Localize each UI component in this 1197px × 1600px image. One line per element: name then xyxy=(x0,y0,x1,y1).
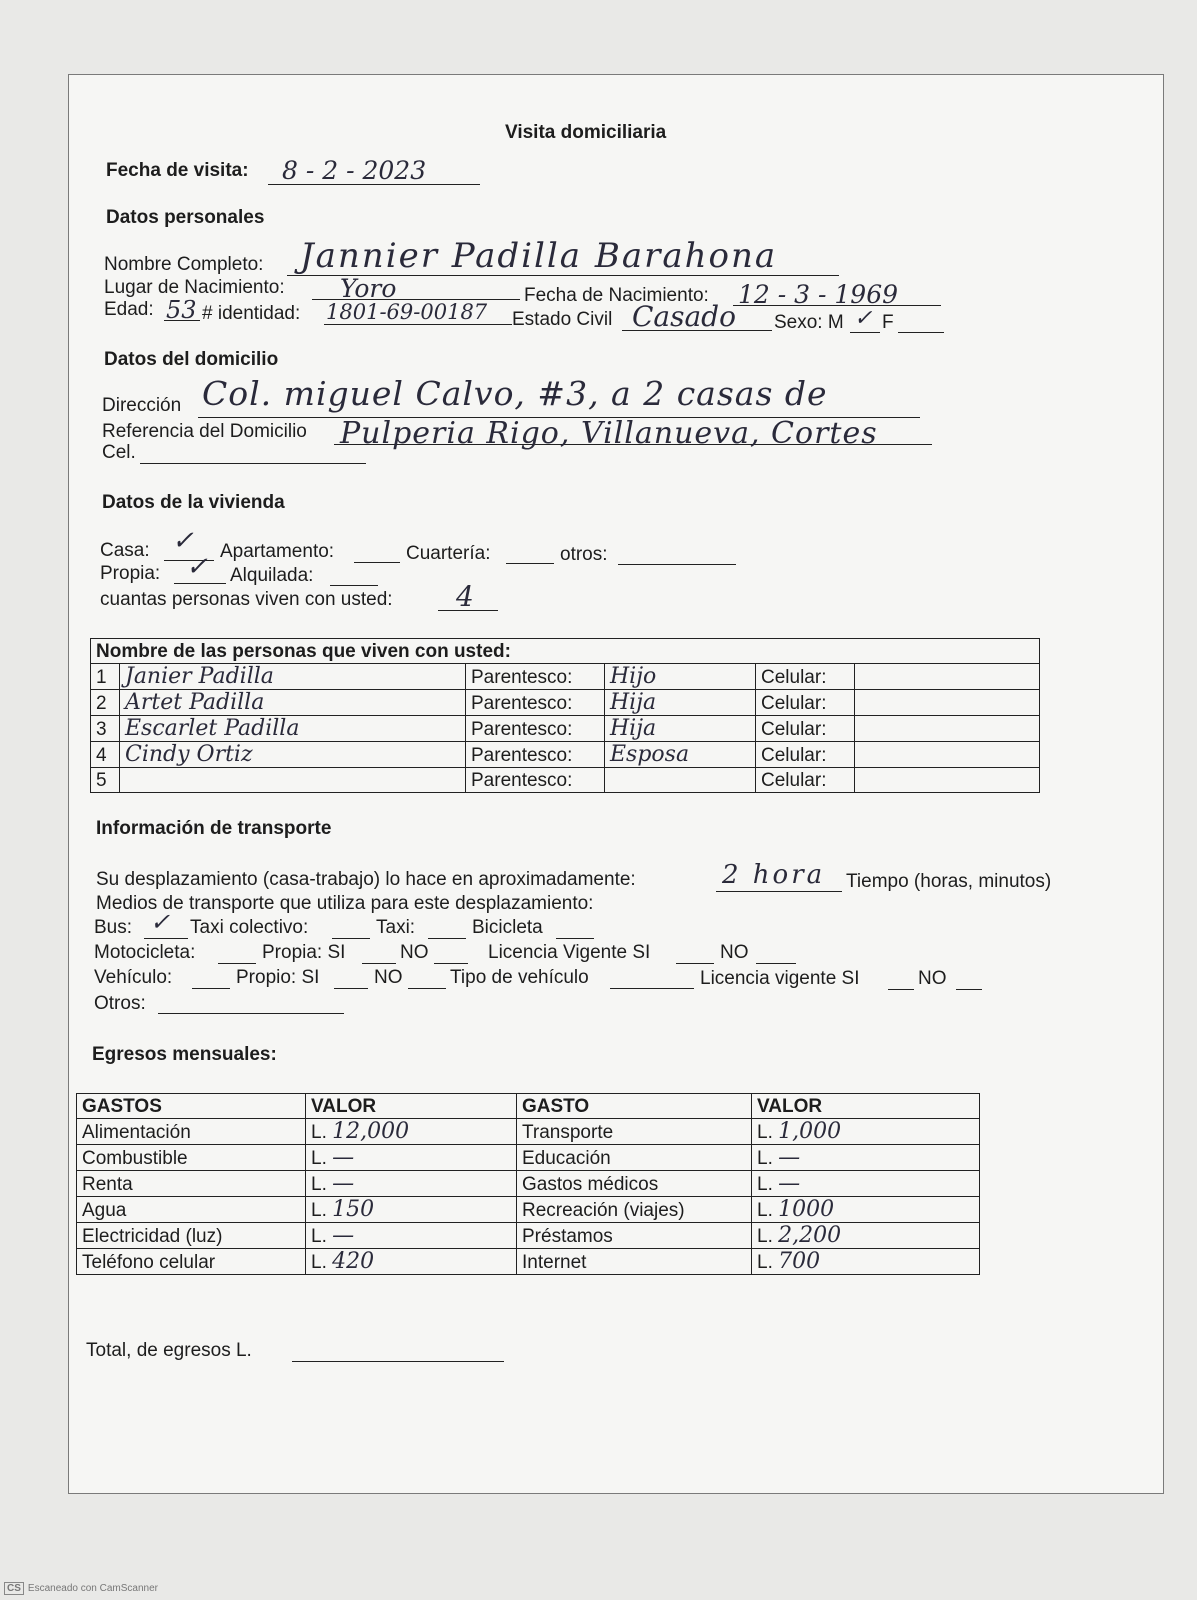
casa-label: Casa: xyxy=(100,540,150,561)
direccion-value: Col. miguel Calvo, #3, a 2 casas de xyxy=(202,374,828,413)
motocicleta-line xyxy=(218,963,256,964)
moto-licencia-si-line xyxy=(676,963,714,964)
currency-label: L. xyxy=(311,1252,327,1273)
gasto-amount: — xyxy=(332,1145,355,1170)
vehiculo-licencia-no-line xyxy=(956,989,982,990)
lugar-label: Lugar de Nacimiento: xyxy=(104,277,285,298)
gasto-name: Préstamos xyxy=(517,1223,752,1249)
gasto-amount: — xyxy=(332,1171,355,1196)
moto-propia-si-line xyxy=(362,963,396,964)
currency-label: L. xyxy=(757,1148,773,1169)
celular-label: Celular: xyxy=(756,716,855,742)
persona-nombre xyxy=(120,768,466,793)
datos-domicilio-heading: Datos del domicilio xyxy=(104,349,279,370)
gasto-amount: — xyxy=(778,1171,801,1196)
persona-num: 3 xyxy=(91,716,120,742)
fecha-visita-value: 8 - 2 - 2023 xyxy=(282,156,427,185)
gasto-value xyxy=(306,1145,517,1171)
alquilada-label: Alquilada: xyxy=(230,565,314,586)
currency-label: L. xyxy=(311,1122,327,1143)
persona-nombre: Janier Padilla xyxy=(120,664,466,690)
vehiculo-label: Vehículo: xyxy=(94,967,173,988)
casa-check: ✓ xyxy=(172,526,194,556)
vehiculo-propio-si-line xyxy=(334,988,368,989)
table-row xyxy=(77,1171,980,1197)
otros-vivienda-line xyxy=(618,564,736,565)
vehiculo-propio-no-line xyxy=(408,988,446,989)
gasto-name: Teléfono celular xyxy=(77,1249,306,1275)
fecha-visita-label: Fecha de visita: xyxy=(106,160,249,181)
total-egresos-label: Total, de egresos L. xyxy=(86,1340,252,1361)
personas-header-row xyxy=(91,639,1040,664)
form-title: Visita domiciliaria xyxy=(505,122,667,143)
persona-nombre: Escarlet Padilla xyxy=(120,716,466,742)
currency-label: L. xyxy=(757,1122,773,1143)
total-egresos-line xyxy=(292,1361,504,1362)
scanner-footer-text: Escaneado con CamScanner xyxy=(27,1583,158,1594)
nombre-value: Jannier Padilla Barahona xyxy=(300,236,778,276)
identidad-line xyxy=(324,324,512,325)
persona-num: 1 xyxy=(91,664,120,690)
persona-parentesco: Hija xyxy=(605,690,756,716)
estado-civil-label: Estado Civil xyxy=(512,309,613,330)
estado-civil-value: Casado xyxy=(632,300,736,333)
gasto-value xyxy=(752,1171,980,1197)
gasto-col-header: GASTO xyxy=(517,1094,752,1119)
celular-label: Celular: xyxy=(756,690,855,716)
referencia-value: Pulperia Rigo, Villanueva, Cortes xyxy=(340,416,878,451)
bicicleta-label: Bicicleta xyxy=(472,917,543,938)
sexo-f-label: F xyxy=(882,312,894,333)
persona-parentesco: Esposa xyxy=(605,742,756,768)
table-row xyxy=(77,1145,980,1171)
currency-label: L. xyxy=(311,1226,327,1247)
parentesco-label: Parentesco: xyxy=(466,742,605,768)
persona-num: 5 xyxy=(91,768,120,793)
persona-nombre: Artet Padilla xyxy=(120,690,466,716)
gasto-name: Alimentación xyxy=(77,1119,306,1145)
moto-propia-no-line xyxy=(434,963,468,964)
currency-label: L. xyxy=(757,1174,773,1195)
table-row xyxy=(91,768,1040,793)
gasto-name: Agua xyxy=(77,1197,306,1223)
gasto-value xyxy=(306,1249,517,1275)
persona-celular xyxy=(855,716,1040,742)
egresos-header-row xyxy=(77,1094,980,1119)
gastos-col-header: GASTOS xyxy=(77,1094,306,1119)
cuantas-value: 4 xyxy=(456,580,474,613)
sexo-f-line xyxy=(898,332,944,333)
currency-label: L. xyxy=(311,1200,327,1221)
table-row xyxy=(91,690,1040,716)
desplazamiento-label: Su desplazamiento (casa-trabajo) lo hace en aproximadamente: xyxy=(96,869,636,890)
propia-check: ✓ xyxy=(186,552,208,582)
gasto-value xyxy=(306,1223,517,1249)
otros-vivienda-label: otros: xyxy=(560,544,608,565)
gasto-value xyxy=(752,1249,980,1275)
medios-label: Medios de transporte que utiliza para este desplazamiento: xyxy=(96,893,594,914)
moto-licencia-no-label: NO xyxy=(720,942,749,963)
otros-transporte-label: Otros: xyxy=(94,993,146,1014)
parentesco-label: Parentesco: xyxy=(466,664,605,690)
vehiculo-line xyxy=(192,988,230,989)
gasto-amount: 12,000 xyxy=(332,1119,410,1144)
propia-line xyxy=(174,583,226,584)
persona-celular xyxy=(855,690,1040,716)
persona-celular xyxy=(855,742,1040,768)
persona-num: 2 xyxy=(91,690,120,716)
celular-label: Celular: xyxy=(756,742,855,768)
cuarteria-line xyxy=(506,563,554,564)
moto-propia-no-label: NO xyxy=(400,942,429,963)
gasto-name: Recreación (viajes) xyxy=(517,1197,752,1223)
bus-line xyxy=(144,938,188,939)
egresos-heading: Egresos mensuales: xyxy=(92,1044,277,1065)
gasto-name: Renta xyxy=(77,1171,306,1197)
gasto-value xyxy=(306,1171,517,1197)
apartamento-label: Apartamento: xyxy=(220,541,335,562)
currency-label: L. xyxy=(311,1174,327,1195)
otros-transporte-line xyxy=(158,1013,344,1014)
parentesco-label: Parentesco: xyxy=(466,716,605,742)
valor-col-header: VALOR xyxy=(306,1094,517,1119)
currency-label: L. xyxy=(757,1252,773,1273)
transporte-heading: Información de transporte xyxy=(96,818,332,839)
persona-celular xyxy=(855,768,1040,793)
gasto-amount: 2,200 xyxy=(778,1223,842,1248)
moto-propia-si-label: Propia: SI xyxy=(262,942,346,963)
cuantas-label: cuantas personas viven con usted: xyxy=(100,589,393,610)
identidad-label: # identidad: xyxy=(202,303,301,324)
cel-label: Cel. xyxy=(102,442,136,463)
table-row xyxy=(91,742,1040,768)
taxi-line xyxy=(428,938,466,939)
persona-celular xyxy=(855,664,1040,690)
vehiculo-propio-no-label: NO xyxy=(374,967,403,988)
gasto-value xyxy=(306,1197,517,1223)
apartamento-line xyxy=(354,562,400,563)
persona-nombre: Cindy Ortiz xyxy=(120,742,466,768)
camscanner-logo-icon: CS xyxy=(4,1582,24,1595)
table-row xyxy=(77,1197,980,1223)
sexo-m-check: ✓ xyxy=(854,306,873,331)
gasto-value xyxy=(752,1145,980,1171)
bus-label: Bus: xyxy=(94,917,133,938)
gasto-name: Electricidad (luz) xyxy=(77,1223,306,1249)
gasto-name: Combustible xyxy=(77,1145,306,1171)
gasto-name: Gastos médicos xyxy=(517,1171,752,1197)
datos-vivienda-heading: Datos de la vivienda xyxy=(102,492,285,513)
gasto-name: Transporte xyxy=(517,1119,752,1145)
persona-parentesco: Hijo xyxy=(605,664,756,690)
persona-parentesco xyxy=(605,768,756,793)
parentesco-label: Parentesco: xyxy=(466,690,605,716)
valor2-col-header: VALOR xyxy=(752,1094,980,1119)
table-row xyxy=(77,1223,980,1249)
vehiculo-licencia-si-line xyxy=(888,989,914,990)
bus-check: ✓ xyxy=(150,908,171,936)
currency-label: L. xyxy=(311,1148,327,1169)
referencia-label: Referencia del Domicilio xyxy=(102,421,307,442)
moto-licencia-label: Licencia Vigente SI xyxy=(488,942,651,963)
vehiculo-propio-si-label: Propio: SI xyxy=(236,967,320,988)
gasto-name: Internet xyxy=(517,1249,752,1275)
currency-label: L. xyxy=(757,1226,773,1247)
taxi-label: Taxi: xyxy=(376,917,416,938)
persona-parentesco: Hija xyxy=(605,716,756,742)
parentesco-label: Parentesco: xyxy=(466,768,605,793)
celular-label: Celular: xyxy=(756,664,855,690)
sexo-label: Sexo: M xyxy=(774,312,844,333)
bicicleta-line xyxy=(556,938,594,939)
vehiculo-licencia-label: Licencia vigente SI xyxy=(700,968,860,989)
direccion-label: Dirección xyxy=(102,395,182,416)
cuarteria-label: Cuartería: xyxy=(406,543,491,564)
table-row xyxy=(77,1119,980,1145)
desplazamiento-line xyxy=(716,891,842,892)
gasto-amount: — xyxy=(332,1223,355,1248)
desplazamiento-value: 2 hora xyxy=(722,860,826,890)
gasto-value xyxy=(752,1223,980,1249)
gasto-amount: — xyxy=(778,1145,801,1170)
gasto-amount: 1,000 xyxy=(778,1119,842,1144)
taxi-colectivo-label: Taxi colectivo: xyxy=(190,917,309,938)
datos-personales-heading: Datos personales xyxy=(106,207,265,228)
identidad-value: 1801-69-00187 xyxy=(326,300,488,324)
gasto-amount: 150 xyxy=(332,1197,375,1222)
edad-value: 53 xyxy=(166,296,197,324)
propia-label: Propia: xyxy=(100,563,161,584)
nombre-label: Nombre Completo: xyxy=(104,254,264,275)
cel-line xyxy=(140,463,366,464)
gasto-value xyxy=(752,1197,980,1223)
edad-label: Edad: xyxy=(104,299,154,320)
sexo-m-line xyxy=(850,332,880,333)
vehiculo-licencia-no-label: NO xyxy=(918,968,947,989)
lugar-value: Yoro xyxy=(340,274,397,303)
gasto-value xyxy=(752,1119,980,1145)
moto-licencia-no-line xyxy=(756,963,796,964)
fecha-nacimiento-label: Fecha de Nacimiento: xyxy=(524,285,709,306)
gasto-amount: 700 xyxy=(778,1249,821,1274)
table-row xyxy=(91,664,1040,690)
persona-num: 4 xyxy=(91,742,120,768)
taxi-colectivo-line xyxy=(332,938,370,939)
egresos-table xyxy=(76,1093,980,1275)
gasto-amount: 1000 xyxy=(778,1197,835,1222)
alquilada-line xyxy=(330,585,378,586)
fecha-nacimiento-value: 12 - 3 - 1969 xyxy=(738,280,899,309)
personas-header: Nombre de las personas que viven con usted: xyxy=(91,639,1040,664)
motocicleta-label: Motocicleta: xyxy=(94,942,196,963)
gasto-value xyxy=(306,1119,517,1145)
gasto-amount: 420 xyxy=(332,1249,375,1274)
tipo-vehiculo-line xyxy=(610,988,694,989)
gasto-name: Educación xyxy=(517,1145,752,1171)
personas-table xyxy=(90,638,1040,793)
currency-label: L. xyxy=(757,1200,773,1221)
table-row xyxy=(91,716,1040,742)
tipo-vehiculo-label: Tipo de vehículo xyxy=(450,967,589,988)
scanner-footer xyxy=(4,1582,158,1595)
table-row xyxy=(77,1249,980,1275)
celular-label: Celular: xyxy=(756,768,855,793)
tiempo-label: Tiempo (horas, minutos) xyxy=(846,871,1052,892)
